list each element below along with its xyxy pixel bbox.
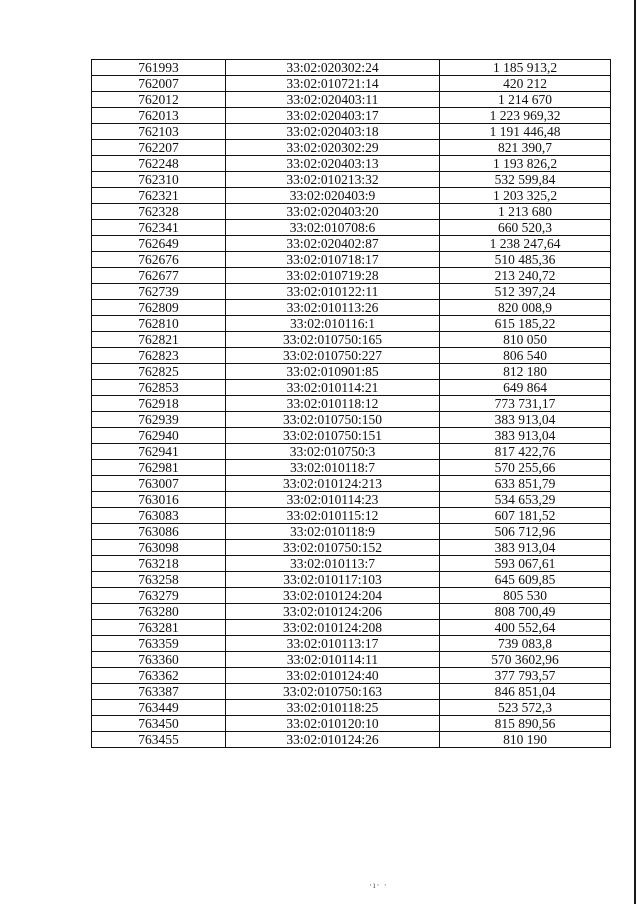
table-row [92,332,611,348]
table-row [92,108,611,124]
record-number-cell: 762825 [92,364,226,380]
record-number-cell: 762207 [92,140,226,156]
table-row [92,524,611,540]
table-row [92,716,611,732]
table-row [92,572,611,588]
table-row [92,492,611,508]
value-cell: 846 851,04 [440,684,611,700]
value-cell: 383 913,04 [440,412,611,428]
table-row [92,92,611,108]
scan-edge-line [634,0,636,904]
value-cell: 633 851,79 [440,476,611,492]
cadastral-number-cell: 33:02:010213:32 [226,172,440,188]
value-cell: 213 240,72 [440,268,611,284]
value-cell: 377 793,57 [440,668,611,684]
table-row [92,508,611,524]
cadastral-number-cell: 33:02:010124:208 [226,620,440,636]
cadastral-number-cell: 33:02:010118:25 [226,700,440,716]
cadastral-number-cell: 33:02:020302:24 [226,60,440,76]
cadastral-number-cell: 33:02:010113:7 [226,556,440,572]
record-number-cell: 763360 [92,652,226,668]
record-number-cell: 763362 [92,668,226,684]
table-row [92,556,611,572]
cadastral-number-cell: 33:02:010750:150 [226,412,440,428]
cadastral-number-cell: 33:02:020403:11 [226,92,440,108]
value-cell: 593 067,61 [440,556,611,572]
value-cell: 810 190 [440,732,611,748]
table-row [92,380,611,396]
cadastral-number-cell: 33:02:010708:6 [226,220,440,236]
value-cell: 815 890,56 [440,716,611,732]
record-number-cell: 763280 [92,604,226,620]
table-row [92,268,611,284]
cadastral-number-cell: 33:02:020403:9 [226,188,440,204]
record-number-cell: 762649 [92,236,226,252]
cadastral-number-cell: 33:02:020403:20 [226,204,440,220]
record-number-cell: 762941 [92,444,226,460]
cadastral-number-cell: 33:02:010118:12 [226,396,440,412]
record-number-cell: 763450 [92,716,226,732]
cadastral-number-cell: 33:02:010124:40 [226,668,440,684]
cadastral-number-cell: 33:02:010113:26 [226,300,440,316]
value-cell: 523 572,3 [440,700,611,716]
value-cell: 1 191 446,48 [440,124,611,140]
record-number-cell: 762739 [92,284,226,300]
cadastral-number-cell: 33:02:010122:11 [226,284,440,300]
cadastral-number-cell: 33:02:010750:163 [226,684,440,700]
cadastral-number-cell: 33:02:020402:87 [226,236,440,252]
table-row [92,188,611,204]
value-cell: 821 390,7 [440,140,611,156]
table-row [92,412,611,428]
value-cell: 739 083,8 [440,636,611,652]
record-number-cell: 762940 [92,428,226,444]
cadastral-number-cell: 33:02:010718:17 [226,252,440,268]
cadastral-number-cell: 33:02:010124:26 [226,732,440,748]
value-cell: 808 700,49 [440,604,611,620]
value-cell: 1 185 913,2 [440,60,611,76]
value-cell: 1 213 680 [440,204,611,220]
value-cell: 660 520,3 [440,220,611,236]
table-row [92,140,611,156]
table-row [92,124,611,140]
record-number-cell: 762853 [92,380,226,396]
table-row [92,396,611,412]
cadastral-number-cell: 33:02:010750:151 [226,428,440,444]
value-cell: 400 552,64 [440,620,611,636]
table-row [92,364,611,380]
table-row [92,684,611,700]
cadastral-number-cell: 33:02:010118:7 [226,460,440,476]
record-number-cell: 762341 [92,220,226,236]
record-number-cell: 762103 [92,124,226,140]
record-number-cell: 763449 [92,700,226,716]
value-cell: 420 212 [440,76,611,92]
table-row [92,732,611,748]
cadastral-number-cell: 33:02:020403:13 [226,156,440,172]
table-row [92,620,611,636]
value-cell: 773 731,17 [440,396,611,412]
table-row [92,428,611,444]
record-number-cell: 763098 [92,540,226,556]
value-cell: 806 540 [440,348,611,364]
value-cell: 649 864 [440,380,611,396]
table-row [92,172,611,188]
table-row [92,604,611,620]
table-row [92,220,611,236]
record-number-cell: 762328 [92,204,226,220]
table-row [92,700,611,716]
value-cell: 1 203 325,2 [440,188,611,204]
page-number-mark: ·ı· · [369,880,388,890]
record-number-cell: 763281 [92,620,226,636]
record-number-cell: 762981 [92,460,226,476]
value-cell: 645 609,85 [440,572,611,588]
cadastral-number-cell: 33:02:020403:18 [226,124,440,140]
cadastral-number-cell: 33:02:010118:9 [226,524,440,540]
value-cell: 570 3602,96 [440,652,611,668]
cadastral-number-cell: 33:02:010750:165 [226,332,440,348]
table-row [92,540,611,556]
record-number-cell: 763218 [92,556,226,572]
cadastral-number-cell: 33:02:010721:14 [226,76,440,92]
cadastral-number-cell: 33:02:010719:28 [226,268,440,284]
cadastral-number-cell: 33:02:010115:12 [226,508,440,524]
cadastral-number-cell: 33:02:020302:29 [226,140,440,156]
table-row [92,588,611,604]
cadastral-number-cell: 33:02:010750:3 [226,444,440,460]
table-row [92,668,611,684]
record-number-cell: 762248 [92,156,226,172]
table-row [92,316,611,332]
cadastral-number-cell: 33:02:010116:1 [226,316,440,332]
value-cell: 512 397,24 [440,284,611,300]
value-cell: 383 913,04 [440,428,611,444]
record-number-cell: 762007 [92,76,226,92]
cadastral-number-cell: 33:02:010124:204 [226,588,440,604]
record-number-cell: 762012 [92,92,226,108]
record-number-cell: 763007 [92,476,226,492]
value-cell: 1 193 826,2 [440,156,611,172]
record-number-cell: 762013 [92,108,226,124]
cadastral-number-cell: 33:02:010750:152 [226,540,440,556]
cadastral-number-cell: 33:02:010114:23 [226,492,440,508]
table-row [92,156,611,172]
value-cell: 383 913,04 [440,540,611,556]
value-cell: 532 599,84 [440,172,611,188]
table-row [92,636,611,652]
record-number-cell: 762821 [92,332,226,348]
table-row [92,652,611,668]
value-cell: 570 255,66 [440,460,611,476]
table-row [92,348,611,364]
cadastral-number-cell: 33:02:010120:10 [226,716,440,732]
value-cell: 1 214 670 [440,92,611,108]
record-number-cell: 763083 [92,508,226,524]
record-number-cell: 762918 [92,396,226,412]
record-number-cell: 762321 [92,188,226,204]
table-row [92,60,611,76]
table-body [92,60,611,748]
record-number-cell: 762809 [92,300,226,316]
record-number-cell: 762310 [92,172,226,188]
value-cell: 820 008,9 [440,300,611,316]
table-row [92,236,611,252]
record-number-cell: 763086 [92,524,226,540]
value-cell: 534 653,29 [440,492,611,508]
cadastral-number-cell: 33:02:010114:21 [226,380,440,396]
cadastral-number-cell: 33:02:010124:213 [226,476,440,492]
record-number-cell: 763455 [92,732,226,748]
table-row [92,284,611,300]
record-number-cell: 763359 [92,636,226,652]
cadastral-number-cell: 33:02:010117:103 [226,572,440,588]
record-number-cell: 762823 [92,348,226,364]
cadastral-number-cell: 33:02:010901:85 [226,364,440,380]
record-number-cell: 763258 [92,572,226,588]
record-number-cell: 763387 [92,684,226,700]
cadastral-value-table [91,59,611,748]
record-number-cell: 763016 [92,492,226,508]
record-number-cell: 762939 [92,412,226,428]
table-row [92,204,611,220]
value-cell: 506 712,96 [440,524,611,540]
value-cell: 1 223 969,32 [440,108,611,124]
value-cell: 1 238 247,64 [440,236,611,252]
value-cell: 615 185,22 [440,316,611,332]
table-row [92,460,611,476]
value-cell: 810 050 [440,332,611,348]
cadastral-number-cell: 33:02:020403:17 [226,108,440,124]
record-number-cell: 762677 [92,268,226,284]
table-row [92,76,611,92]
cadastral-number-cell: 33:02:010750:227 [226,348,440,364]
record-number-cell: 763279 [92,588,226,604]
table-row [92,252,611,268]
table-row [92,444,611,460]
value-cell: 607 181,52 [440,508,611,524]
value-cell: 805 530 [440,588,611,604]
value-cell: 510 485,36 [440,252,611,268]
cadastral-number-cell: 33:02:010113:17 [226,636,440,652]
record-number-cell: 761993 [92,60,226,76]
table-row [92,476,611,492]
table-row [92,300,611,316]
value-cell: 817 422,76 [440,444,611,460]
value-cell: 812 180 [440,364,611,380]
cadastral-number-cell: 33:02:010124:206 [226,604,440,620]
cadastral-number-cell: 33:02:010114:11 [226,652,440,668]
record-number-cell: 762810 [92,316,226,332]
record-number-cell: 762676 [92,252,226,268]
